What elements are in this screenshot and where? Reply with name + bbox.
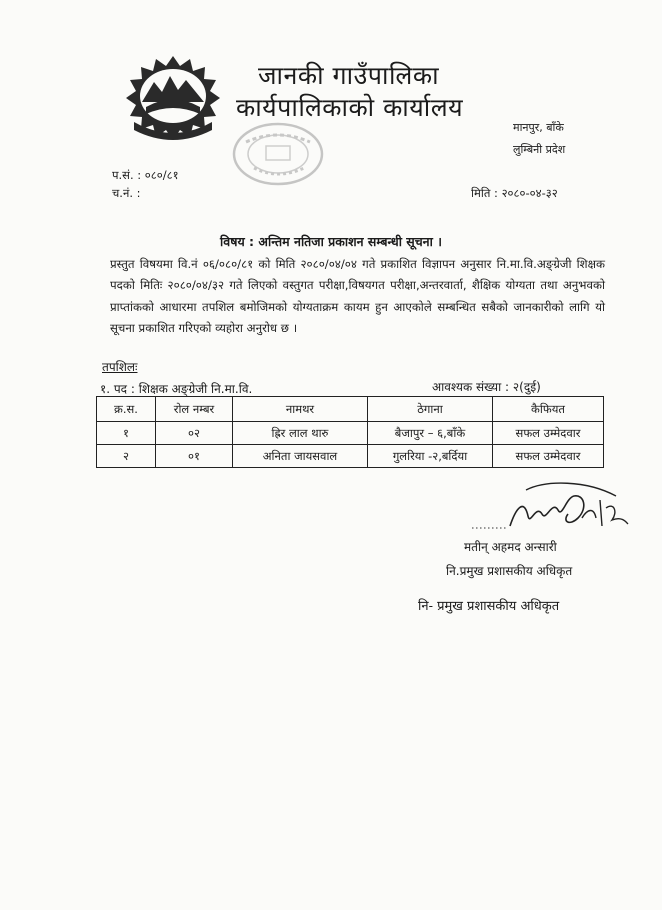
required-count: आवश्यक संख्या : २(दुई) [432, 380, 541, 394]
details-heading: तपशिलः [102, 360, 138, 374]
header-name: नामथर [233, 397, 368, 422]
cell-serial: २ [97, 445, 156, 468]
cell-remarks: सफल उम्मेदवार [493, 422, 604, 445]
address-line-1: मानपुर, बाँके [513, 121, 564, 134]
post-title: १. पद : शिक्षक अङ्ग्रेजी नि.मा.वि. [100, 382, 253, 396]
dispatch-number: च.नं. : [112, 186, 141, 200]
cell-serial: १ [97, 422, 156, 445]
table-row [97, 445, 604, 468]
cell-address: गुलरिया -२,बर्दिया [368, 445, 493, 468]
header-serial: क्र.स. [97, 397, 156, 422]
notice-date: मिति : २०८०-०४-३२ [471, 186, 558, 200]
notice-subject: विषय : अन्तिम नतिजा प्रकाशन सम्बन्धी सूचना । [220, 234, 442, 249]
cell-address: बैजापुर – ६,बाँके [368, 422, 493, 445]
header-roll-number: रोल नम्बर [156, 397, 233, 422]
cell-name: ह्रिर लाल थारु [233, 422, 368, 445]
cell-roll-number: ०१ [156, 445, 233, 468]
results-table [96, 396, 604, 468]
office-stamp-icon [218, 116, 338, 196]
signatory-title: नि.प्रमुख प्रशासकीय अधिकृत [446, 564, 573, 578]
address-line-2: लुम्बिनी प्रदेश [513, 143, 566, 156]
cell-name: अनिता जायसवाल [233, 445, 368, 468]
signatory-name: मतीन् अहमद अन्सारी [464, 540, 557, 554]
handwritten-title: नि- प्रमुख प्रशासकीय अधिकृत [418, 599, 560, 614]
header-address: ठेगाना [368, 397, 493, 422]
government-emblem-icon [120, 52, 226, 144]
office-name: कार्यपालिकाको कार्यालय [236, 93, 464, 122]
table-row [97, 422, 604, 445]
table-header-row [97, 397, 604, 422]
cell-roll-number: ०२ [156, 422, 233, 445]
cell-remarks: सफल उम्मेदवार [493, 445, 604, 468]
organization-name: जानकी गाउँपालिका [258, 61, 440, 90]
notice-body: प्रस्तुत विषयमा वि.नं ०६/०८०/८१ को मिति २०८०/०४/०४ गते प्रकाशित विज्ञापन अनुसार नि.मा.वि.अङ्ग्रेजी शिक्षक पदको मितिः २०८०/०४/३२ गते लिएको वस्तुगत परीक्षा,विषयगत परीक्षा,अन्तरवार्ता, शैक्षिक योग्यता तथा अनुभवको प्राप्तांकको आधारमा तपशिल बमोजिमको योग्यताक्रम कायम हुन आएकोले सम्बन्धित सबैको जानकारीको लागि यो सूचना प्रकाशित गरिएको व्यहोरा अनुरोध छ । [110, 257, 605, 335]
header-remarks: कैफियत [493, 397, 604, 422]
signature-scribble-icon [466, 478, 636, 538]
reference-number: प.सं. : ०८०/८१ [112, 168, 179, 182]
